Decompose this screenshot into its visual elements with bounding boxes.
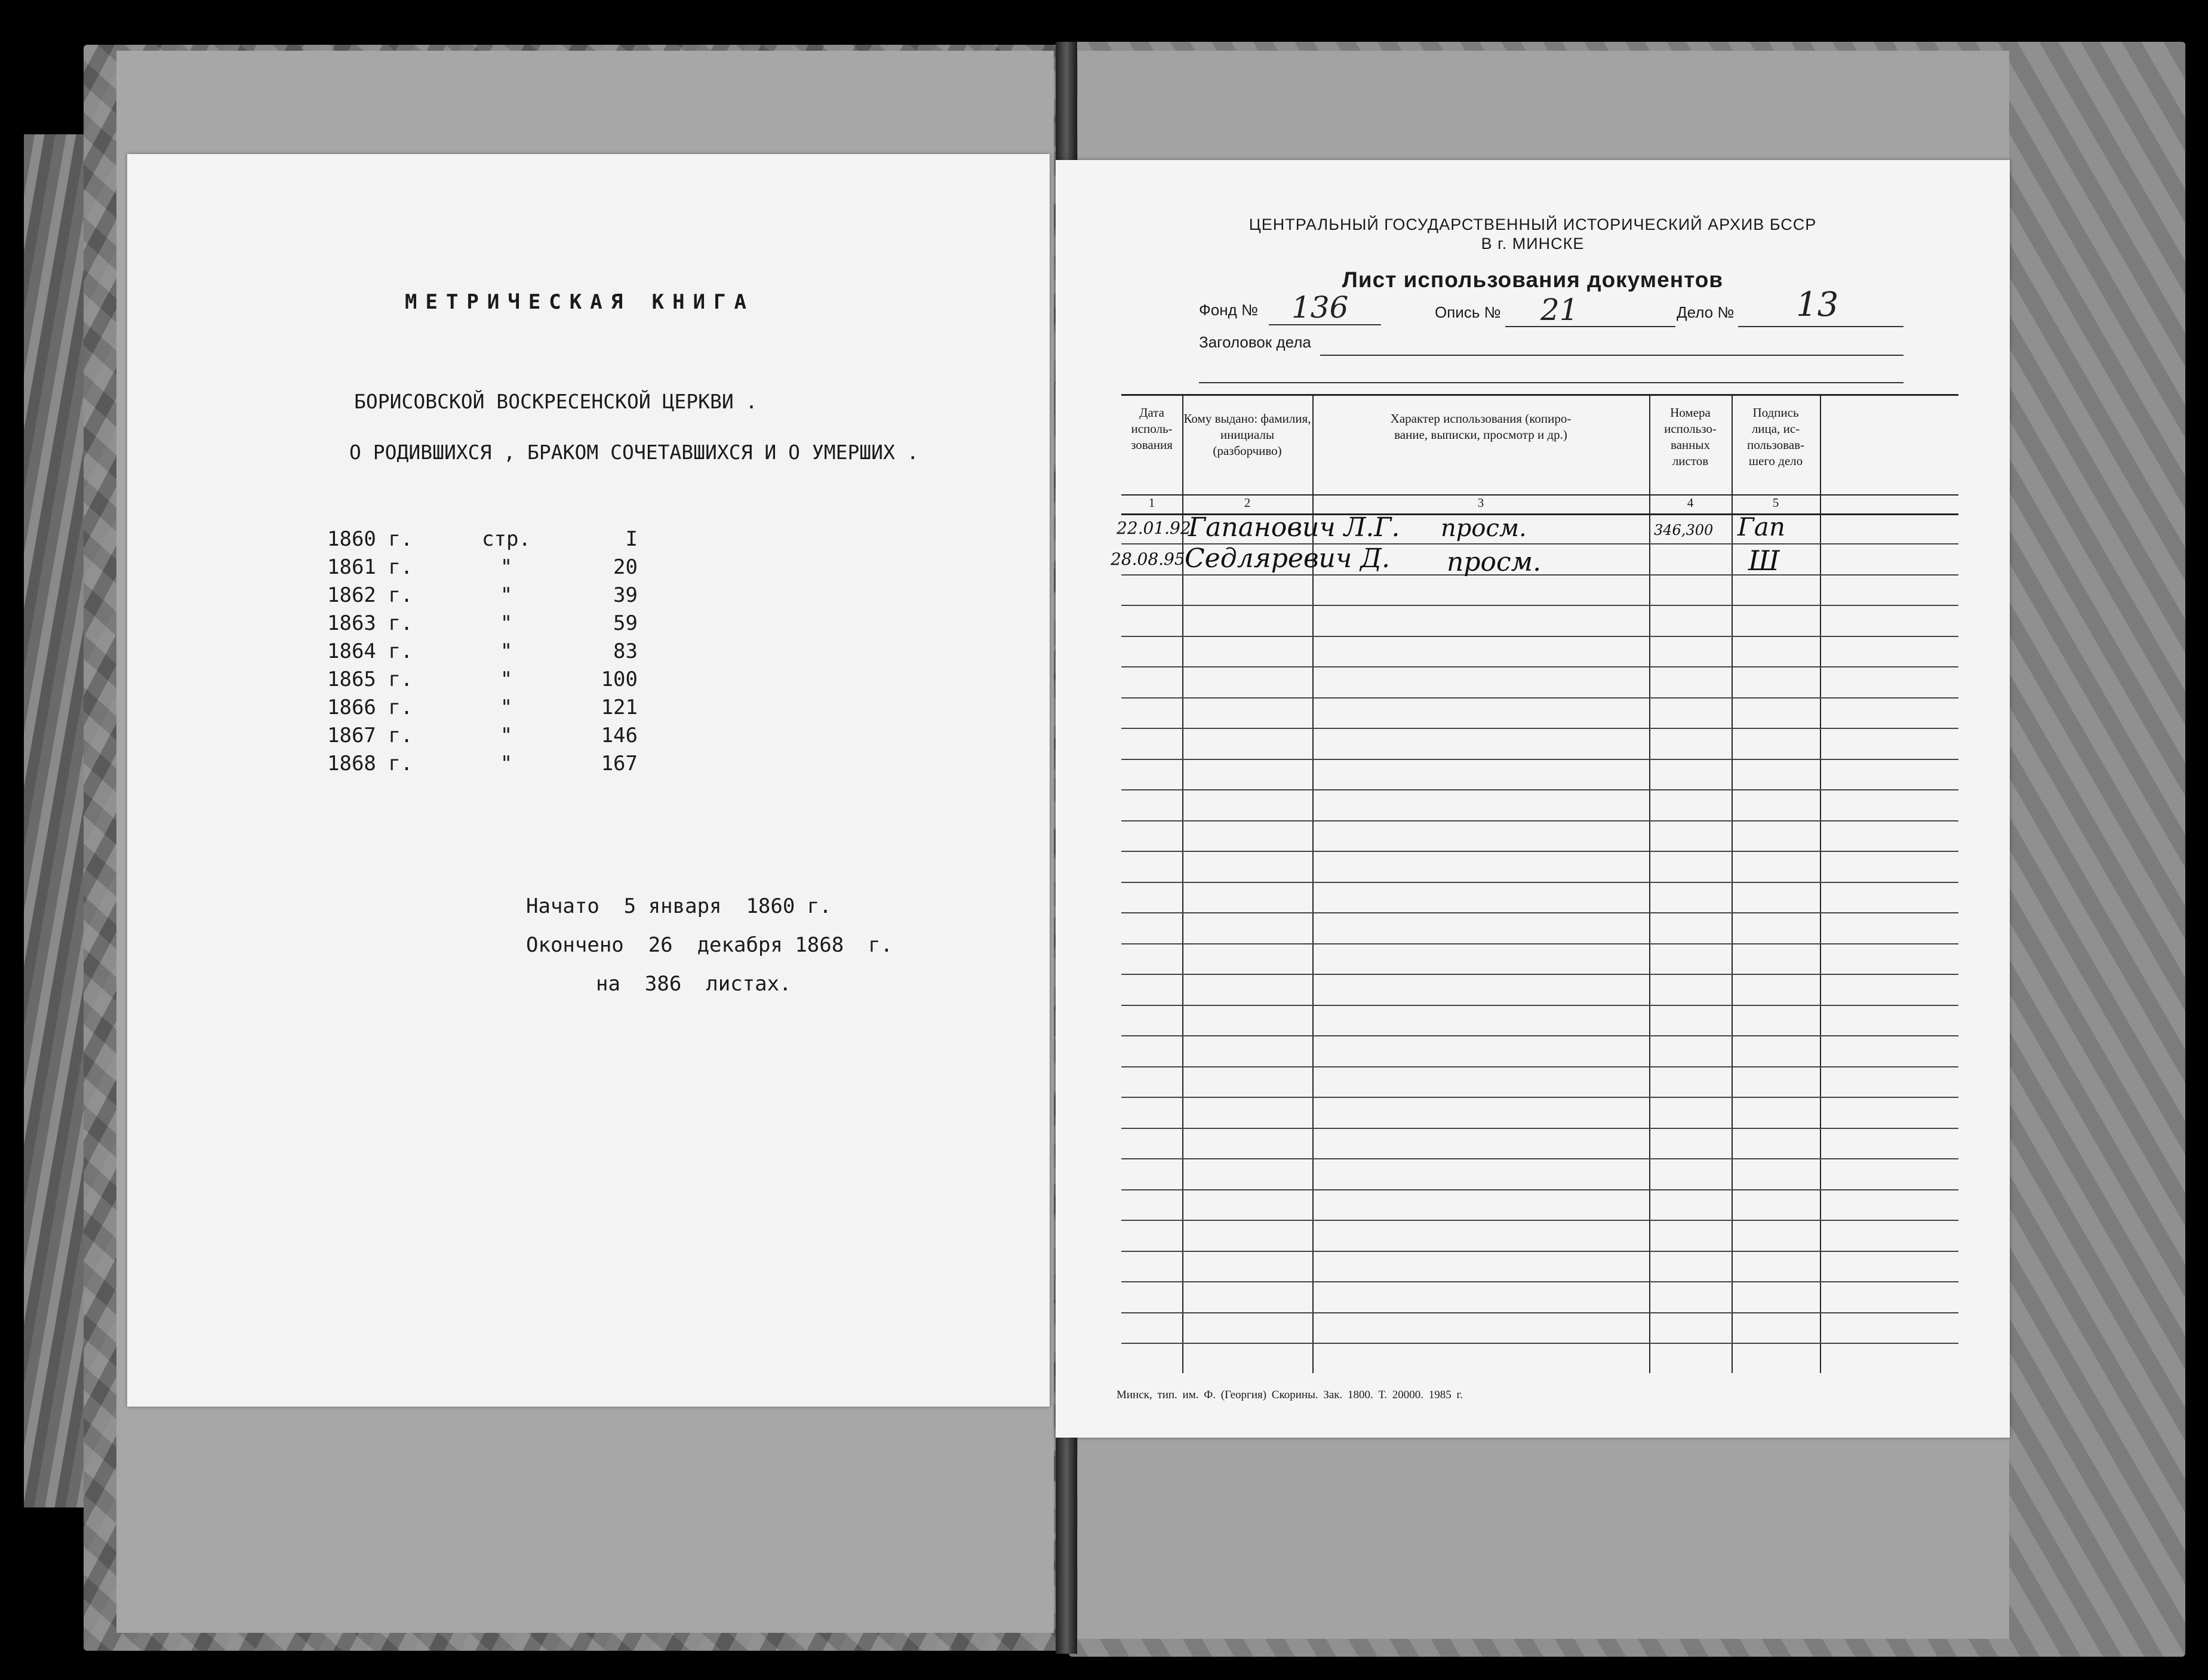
table-row-rule — [1121, 605, 1958, 606]
contents-year: 1865 г. — [327, 667, 413, 691]
sheet-title: Лист использования документов — [1342, 267, 1724, 292]
table-row-rule — [1121, 1128, 1958, 1129]
table-row-rule — [1121, 1312, 1958, 1313]
contents-year: 1861 г. — [327, 555, 413, 579]
archive-name-line-2: В г. МИНСКЕ — [1481, 235, 1585, 253]
document-usage-sheet — [1056, 160, 2010, 1438]
records-description: О РОДИВШИХСЯ , БРАКОМ СОЧЕТАВШИХСЯ И О УМЕРШИХ . — [349, 441, 919, 464]
contents-mark: " — [500, 724, 513, 747]
column-divider — [1182, 394, 1183, 1373]
contents-mark: " — [500, 667, 513, 691]
sheet-count: на 386 листах. — [596, 972, 792, 996]
contents-mark: " — [500, 611, 513, 635]
table-row-rule — [1121, 1035, 1958, 1036]
contents-page: 146 — [601, 724, 638, 747]
column-number: 4 — [1687, 496, 1694, 510]
church-name: БОРИСОВСКОЙ ВОСКРЕСЕНСКОЙ ЦЕРКВИ . — [354, 390, 758, 413]
contents-year: 1860 г. — [327, 527, 413, 551]
table-row-rule — [1121, 1158, 1958, 1159]
case-heading-underline-2 — [1199, 382, 1903, 383]
contents-year: 1867 г. — [327, 724, 413, 747]
table-row-rule — [1121, 636, 1958, 637]
delo-underline — [1738, 326, 1903, 327]
entry-recipient: Гапанович Л.Г. — [1188, 512, 1400, 543]
fond-label: Фонд № — [1199, 301, 1258, 319]
table-top-border — [1121, 394, 1958, 396]
contents-page: 59 — [613, 611, 638, 635]
contents-year: 1866 г. — [327, 696, 413, 719]
entry-date: 22.01.92 — [1117, 518, 1191, 538]
contents-mark: стр. — [482, 527, 531, 551]
column-header-sheet-numbers: Номера использо- ванных листов — [1664, 405, 1717, 468]
column-header-usage-type: Характер использования (копиро- вание, выписки, просмотр и др.) — [1390, 411, 1572, 442]
column-header-date: Дата исполь- зования — [1131, 405, 1173, 452]
entry-usage: просм. — [1441, 515, 1527, 542]
opis-value: 21 — [1540, 293, 1579, 327]
contents-mark: " — [500, 696, 513, 719]
contents-page: 121 — [601, 696, 638, 719]
table-row-rule — [1121, 851, 1958, 852]
entry-usage: просм. — [1447, 547, 1542, 577]
table-row-rule — [1121, 1220, 1958, 1221]
table-row-rule — [1121, 1097, 1958, 1098]
table-row-rule — [1121, 666, 1958, 667]
table-row-rule — [1121, 1343, 1958, 1344]
book-title: МЕТРИЧЕСКАЯ КНИГА — [405, 290, 755, 314]
contents-mark: " — [500, 752, 513, 776]
column-number: 1 — [1148, 496, 1155, 510]
column-number: 5 — [1772, 496, 1779, 510]
table-row-rule — [1121, 882, 1958, 883]
contents-page: 83 — [613, 639, 638, 663]
case-heading-underline-1 — [1320, 355, 1903, 356]
table-row-rule — [1121, 1005, 1958, 1006]
printer-imprint: Минск, тип. им. Ф. (Георгия) Скорины. Зак. 1800. Т. 20000. 1985 г. — [1117, 1389, 1463, 1401]
table-row-rule — [1121, 974, 1958, 975]
entry-date: 28.08.95 — [1111, 549, 1185, 569]
column-divider — [1649, 394, 1650, 1373]
metric-book-title-page — [127, 154, 1050, 1407]
usage-table — [1111, 394, 1958, 1373]
contents-mark: " — [500, 639, 513, 663]
fond-value: 136 — [1291, 290, 1349, 325]
table-row-rule — [1121, 759, 1958, 760]
contents-page: 39 — [613, 583, 638, 607]
table-row-rule — [1121, 1251, 1958, 1252]
entry-signature: Гап — [1738, 512, 1785, 541]
archive-name-line-1: ЦЕНТРАЛЬНЫЙ ГОСУДАРСТВЕННЫЙ ИСТОРИЧЕСКИЙ АРХИВ БССР — [1248, 216, 1817, 233]
table-row-rule — [1121, 1189, 1958, 1190]
table-row-rule — [1121, 1281, 1958, 1282]
entry-sheets: 346,300 — [1654, 522, 1714, 539]
opis-underline — [1505, 326, 1675, 327]
contents-mark: " — [500, 583, 513, 607]
delo-label: Дело № — [1677, 303, 1735, 321]
table-row-rule — [1121, 789, 1958, 790]
contents-year: 1863 г. — [327, 611, 413, 635]
contents-page: 100 — [601, 667, 638, 691]
opis-label: Опись № — [1435, 303, 1501, 321]
start-date: Начато 5 января 1860 г. — [526, 894, 832, 918]
archive-name — [1056, 215, 2010, 253]
contents-page: 20 — [613, 555, 638, 579]
table-row-rule — [1121, 697, 1958, 699]
table-row-rule — [1121, 943, 1958, 944]
column-header-signature: Подпись лица, ис- пользовав- шего дело — [1746, 405, 1805, 468]
column-divider — [1732, 394, 1733, 1373]
table-row-rule — [1121, 912, 1958, 913]
entry-recipient: Седляревич Д. — [1185, 543, 1391, 574]
delo-value: 13 — [1796, 285, 1839, 324]
contents-page: 167 — [601, 752, 638, 776]
column-number: 3 — [1477, 496, 1484, 510]
column-number: 2 — [1244, 496, 1251, 510]
case-heading-label: Заголовок дела — [1199, 333, 1311, 351]
column-header-recipient: Кому выдано: фамилия, инициалы (разборчиво) — [1183, 411, 1311, 458]
contents-page: I — [625, 527, 638, 551]
table-row-rule — [1121, 820, 1958, 821]
contents-year: 1864 г. — [327, 639, 413, 663]
table-row-rule — [1121, 728, 1958, 729]
contents-year: 1862 г. — [327, 583, 413, 607]
contents-year: 1868 г. — [327, 752, 413, 776]
entry-signature: Ш — [1748, 544, 1780, 577]
contents-mark: " — [500, 555, 513, 579]
end-date: Окончено 26 декабря 1868 г. — [526, 933, 893, 957]
table-row-rule — [1121, 1066, 1958, 1067]
column-divider — [1820, 394, 1821, 1373]
